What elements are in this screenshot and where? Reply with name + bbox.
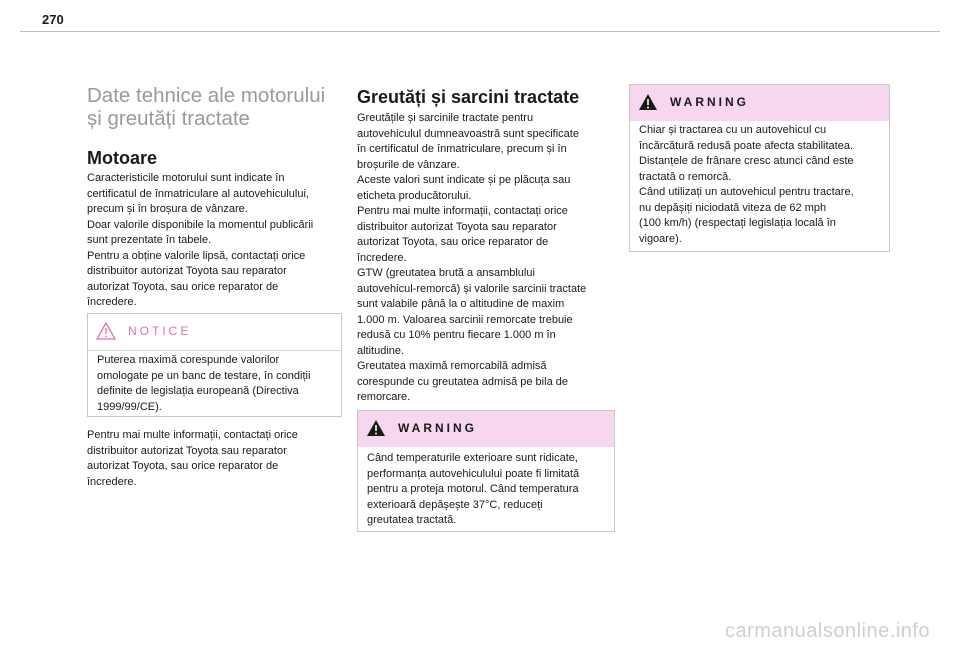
contact-paragraph: Pentru mai multe informații, contactați orice distribuitor autorizat Toyota sau reparator autorizat Toyota, sau orice reparator de încredere. <box>87 429 298 488</box>
engines-paragraph: Caracteristicile motorului sunt indicate în certificatul de înmatriculare al autovehiculului, precum și în broșura de vânzare. Doar valorile disponibile la momentul publicării sunt prezentate în tabele. Pentru a obține valorile lipsă, contactați orice distribuitor autorizat Toyota sau reparator autorizat Toyota, sau orice reparator de încredere. <box>87 172 314 308</box>
warning-box-temperature <box>357 410 615 532</box>
engines-heading: Motoare <box>87 148 158 168</box>
warning-triangle-icon <box>638 93 658 111</box>
notice-label: NOTICE <box>128 324 192 338</box>
warning-text-temperature: Când temperaturile exterioare sunt ridicate, performanța autovehiculului poate fi limitată pentru a proteja motorul. Când temperatura exterioară depășește 37°C, reduceți greutatea tractată. <box>367 452 580 526</box>
page-number: 270 <box>42 12 64 27</box>
warning-triangle-icon <box>96 322 116 340</box>
section-title: Date tehnice ale motorului și greutăți tractate <box>87 84 326 130</box>
weights-heading: Greutăți și sarcini tractate <box>357 87 580 107</box>
warning-label: WARNING <box>670 95 749 109</box>
weights-paragraph: Greutățile și sarcinile tractate pentru autovehiculul dumneavoastră sunt specificate în certificatul de înmatriculare, precum și în broșurile de vânzare. Aceste valori sunt indicate și pe plăcuța sau eticheta producătorului. Pentru mai multe informații, contactați orice distribuitor autorizat Toyota sau reparator autorizat Toyota, sau orice reparator de încredere. GTW (greutatea brută a ansamblului autovehicul-remorcă) și valorile sarcinii tractate sunt valabile până la o altitudine de maxim 1.000 m. Valoarea sarcinii remorcate trebuie redusă cu 10% pentru fiecare 1.000 m în altitudine. Greutatea maximă remorcabilă admisă corespunde cu greutatea admisă pe bila de remorcare. <box>357 112 587 403</box>
warning-text-towing: Chiar și tractarea cu un autovehicul cu încărcătură redusă poate afecta stabilitatea. Distanțele de frânare cresc atunci când este tractată o remorcă. Când utilizați un autovehicul pentru tractare, nu depășiți niciodată viteza de 62 mph (100 km/h) (respectați legislația locală în vigoare). <box>639 124 854 245</box>
warning-header <box>358 411 614 447</box>
notice-header <box>88 314 341 351</box>
watermark-footer: carmanualsonline.info <box>724 620 930 642</box>
warning-triangle-icon <box>366 419 386 437</box>
notice-text: Puterea maximă corespunde valorilor omologate pe un banc de testare, în condiții definite de legislația europeană (Directiva 1999/99/CE). <box>97 354 311 413</box>
warning-header <box>630 85 889 121</box>
notice-box <box>87 313 342 417</box>
header-rule <box>20 31 940 32</box>
warning-label: WARNING <box>398 421 477 435</box>
warning-box-towing <box>629 84 890 252</box>
